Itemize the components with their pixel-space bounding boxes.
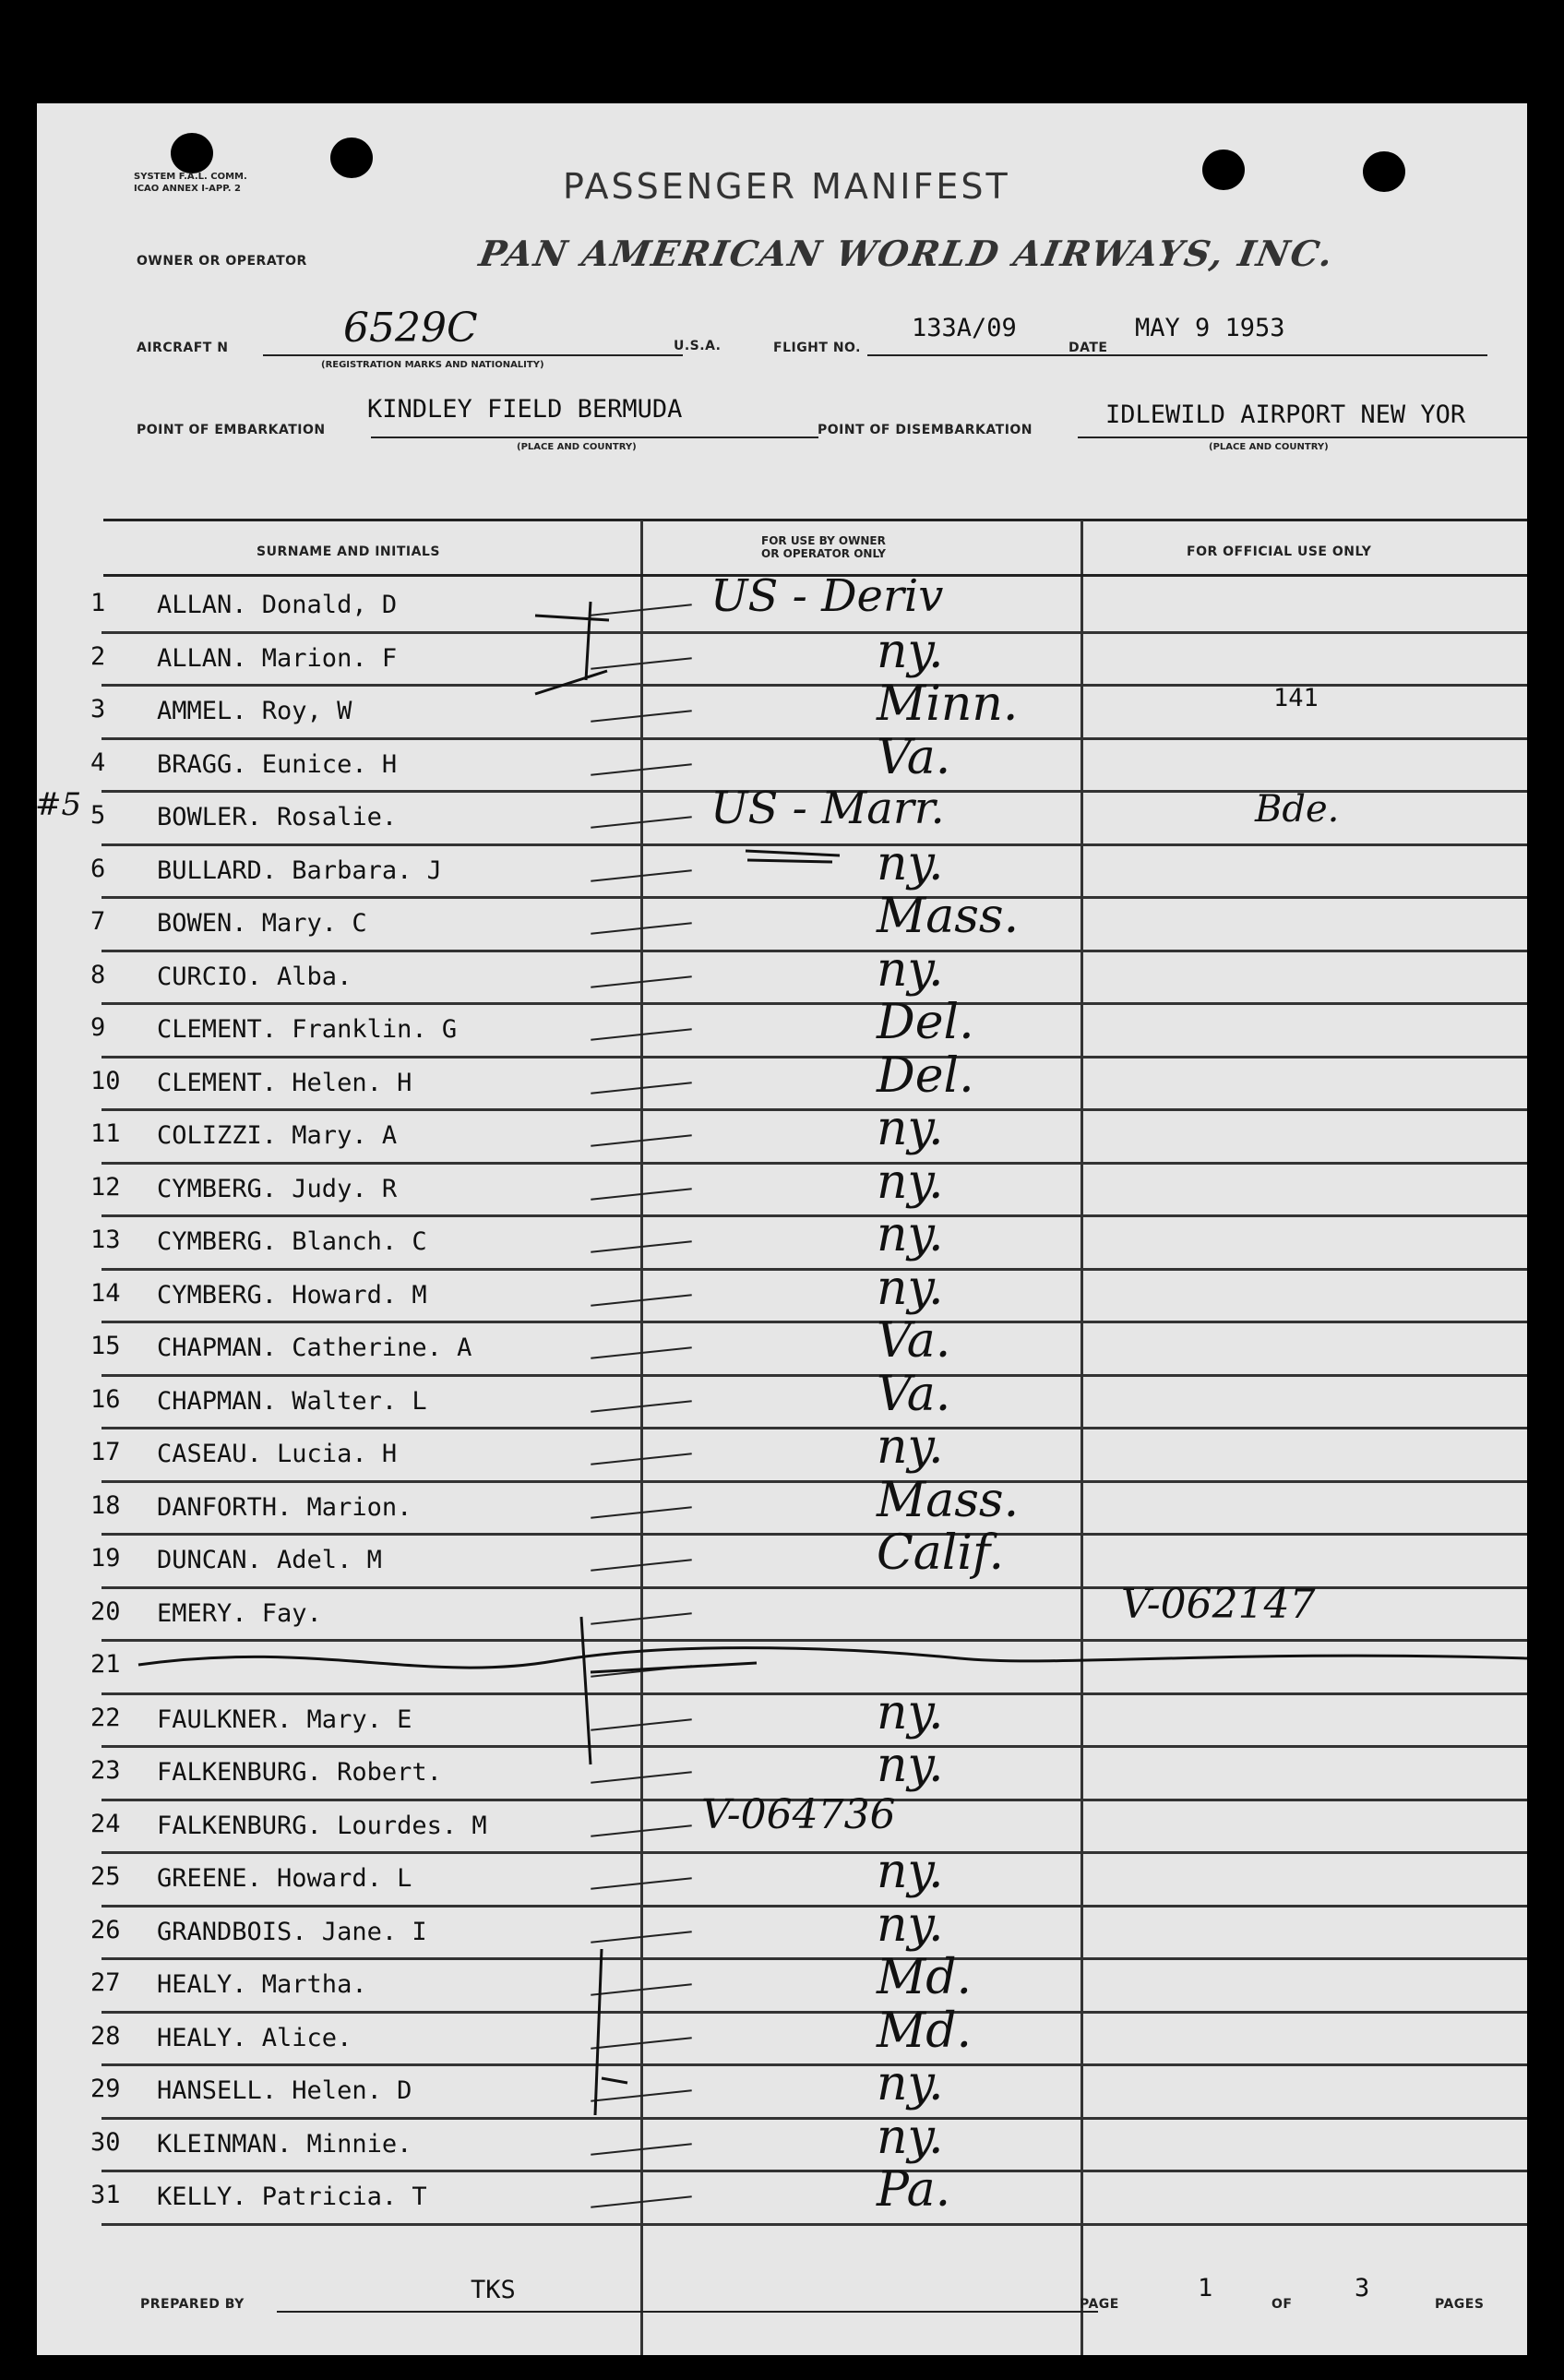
flight-label: FLIGHT NO. (773, 341, 861, 355)
owner-note: Mass. (877, 889, 1020, 944)
row-number: 11 (90, 1119, 121, 1148)
form-ref-line1: SYSTEM F.A.L. COMM. (134, 172, 247, 182)
owner-note: ny. (877, 623, 944, 679)
owner-note: Calif. (877, 1525, 1004, 1581)
owner-note: ny. (877, 1684, 944, 1740)
row-number: 22 (90, 1703, 121, 1732)
row-number: 16 (90, 1384, 121, 1414)
owner-note: Va. (877, 729, 951, 785)
owner-note: ny. (877, 1154, 944, 1210)
nationality: U.S.A. (674, 339, 722, 353)
official-note: Bde. (1255, 788, 1340, 831)
passenger-name: BRAGG. Eunice. H (157, 749, 398, 779)
date-value: MAY 9 1953 (1135, 314, 1285, 342)
owner-note: ny. (877, 2109, 944, 2165)
passenger-name: HEALY. Alice. (157, 2023, 352, 2052)
disembarkation-label: POINT OF DISEMBARKATION (818, 423, 1033, 437)
row-number: 7 (90, 907, 106, 936)
owner-note: US - Marr. (710, 783, 945, 834)
passenger-name: KLEINMAN. Minnie. (157, 2129, 412, 2159)
owner-note: Va. (877, 1366, 951, 1422)
airline-name: PAN AMERICAN WORLD AIRWAYS, INC. (476, 233, 1338, 274)
passenger-name: CYMBERG. Howard. M (157, 1280, 427, 1310)
passenger-name: AMMEL. Roy, W (157, 697, 352, 725)
registration-caption: (REGISTRATION MARKS AND NATIONALITY) (321, 360, 544, 370)
official-note: 141 (1273, 684, 1319, 712)
page-number: 1 (1198, 2274, 1213, 2302)
page-title: PASSENGER MANIFEST (563, 166, 1010, 207)
passenger-name: BULLARD. Barbara. J (157, 855, 442, 885)
row-number: 8 (90, 960, 106, 989)
owner-note: ny. (877, 1419, 944, 1475)
owner-note: ny. (877, 835, 944, 891)
passenger-name: GRANDBOIS. Jane. I (157, 1917, 427, 1946)
passenger-name: ALLAN. Marion. F (157, 643, 398, 673)
disembarkation-value: IDLEWILD AIRPORT NEW YOR (1105, 401, 1466, 429)
official-note: V-062147 (1121, 1580, 1316, 1628)
row-number: 23 (90, 1756, 121, 1785)
row-number: 20 (90, 1597, 121, 1626)
passenger-name: HEALY. Martha. (157, 1970, 367, 1999)
passenger-name: ALLAN. Donald, D (157, 591, 398, 619)
cancel-line-row-21 (138, 1648, 1527, 1668)
form-ref-line2: ICAO ANNEX I-APP. 2 (134, 184, 241, 194)
official-use-header: FOR OFFICIAL USE ONLY (1187, 544, 1372, 559)
owner-note: ny. (877, 1738, 944, 1793)
bracket-mark (595, 1949, 627, 2115)
owner-note: ny. (877, 1844, 944, 1899)
bracket-mark (535, 602, 609, 694)
passenger-name: EMERY. Fay. (157, 1598, 322, 1628)
passenger-name: HANSELL. Helen. D (157, 2076, 412, 2105)
passenger-name: CURCIO. Alba. (157, 962, 352, 991)
handwritten-marks (37, 103, 1527, 2355)
row-number: 24 (90, 1809, 121, 1838)
prepared-by-value: TKS (471, 2276, 516, 2304)
owner-note: Md. (877, 1950, 973, 2005)
flight-value: 133A/09 (912, 314, 1017, 342)
row-number: 13 (90, 1226, 121, 1254)
date-label: DATE (1069, 341, 1108, 355)
owner-note: US - Deriv (710, 570, 944, 622)
row-number: 18 (90, 1490, 121, 1520)
passenger-name: CASEAU. Lucia. H (157, 1440, 398, 1468)
row-number: 5 (90, 801, 106, 830)
row-number: 2 (90, 641, 106, 671)
passenger-name: FALKENBURG. Lourdes. M (157, 1811, 487, 1840)
owner-note: Mass. (877, 1472, 1020, 1528)
row-number: 26 (90, 1915, 121, 1944)
row-number: 19 (90, 1544, 121, 1573)
passenger-name: CLEMENT. Franklin. G (157, 1015, 458, 1044)
row-number: 12 (90, 1172, 121, 1202)
passenger-name: CYMBERG. Judy. R (157, 1174, 398, 1203)
row-number: 4 (90, 747, 106, 777)
passenger-name: FAULKNER. Mary. E (157, 1704, 412, 1734)
passenger-name: DUNCAN. Adel. M (157, 1546, 382, 1574)
row-number: 27 (90, 1968, 121, 1997)
row-number: 10 (90, 1066, 121, 1095)
owner-note: Md. (877, 2003, 973, 2059)
embarkation-label: POINT OF EMBARKATION (137, 423, 326, 437)
margin-mark: #5 (35, 786, 82, 823)
prepared-by-label: PREPARED BY (140, 2297, 245, 2312)
owner-note: Va. (877, 1313, 951, 1369)
passenger-name: CHAPMAN. Walter. L (157, 1386, 427, 1416)
aircraft-value: 6529C (343, 305, 478, 352)
owner-note: V-064736 (701, 1790, 896, 1838)
row-number: 28 (90, 2021, 121, 2051)
prepared-by-line (277, 2311, 1098, 2313)
owner-note: ny. (877, 1260, 944, 1316)
passenger-name: BOWEN. Mary. C (157, 909, 367, 938)
row-number: 9 (90, 1013, 106, 1042)
embarkation-value: KINDLEY FIELD BERMUDA (367, 395, 683, 424)
row-number: 30 (90, 2127, 121, 2157)
manifest-page (37, 103, 1527, 2355)
owner-label: OWNER OR OPERATOR (137, 254, 307, 269)
place-caption: (PLACE AND COUNTRY) (1209, 442, 1329, 452)
page-label: PAGE (1080, 2297, 1119, 2312)
passenger-name: CHAPMAN. Catherine. A (157, 1334, 472, 1362)
row-number: 6 (90, 854, 106, 883)
passenger-name: BOWLER. Rosalie. (157, 803, 398, 831)
row-number: 3 (90, 695, 106, 724)
row-number: 15 (90, 1332, 121, 1360)
row-number: 21 (90, 1650, 121, 1679)
owner-note: ny. (877, 941, 944, 998)
row-number: 25 (90, 1862, 121, 1891)
passenger-name: GREENE. Howard. L (157, 1864, 412, 1893)
owner-use-header-line2: OR OPERATOR ONLY (761, 547, 886, 560)
aircraft-label: AIRCRAFT N (137, 341, 229, 355)
row-number: 14 (90, 1278, 121, 1308)
row-number: 31 (90, 2181, 121, 2209)
owner-note: ny. (877, 1896, 944, 1953)
row-number: 17 (90, 1438, 121, 1466)
passenger-name: KELLY. Patricia. T (157, 2183, 427, 2211)
owner-note: ny. (877, 1207, 944, 1262)
owner-note: ny. (877, 1101, 944, 1156)
bracket-mark (581, 1617, 757, 1764)
passenger-name: DANFORTH. Marion. (157, 1492, 412, 1522)
owner-note: Del. (877, 995, 974, 1050)
passenger-name: CLEMENT. Helen. H (157, 1068, 412, 1097)
owner-note: Minn. (877, 676, 1019, 732)
row-number: 1 (90, 589, 106, 617)
underline-mark (746, 851, 840, 862)
place-caption: (PLACE AND COUNTRY) (517, 442, 637, 452)
page-total: 3 (1355, 2274, 1370, 2302)
of-label: OF (1271, 2297, 1293, 2312)
passenger-name: CYMBERG. Blanch. C (157, 1227, 427, 1256)
owner-use-header-line1: FOR USE BY OWNER (761, 534, 886, 547)
owner-note: Del. (877, 1047, 974, 1104)
row-number: 29 (90, 2075, 121, 2103)
passenger-name: COLIZZI. Mary. A (157, 1121, 398, 1150)
owner-note: Pa. (877, 2162, 951, 2218)
surname-column-header: SURNAME AND INITIALS (257, 544, 440, 559)
passenger-name: FALKENBURG. Robert. (157, 1758, 442, 1787)
owner-note: ny. (877, 2056, 944, 2111)
pages-label: PAGES (1435, 2297, 1485, 2312)
